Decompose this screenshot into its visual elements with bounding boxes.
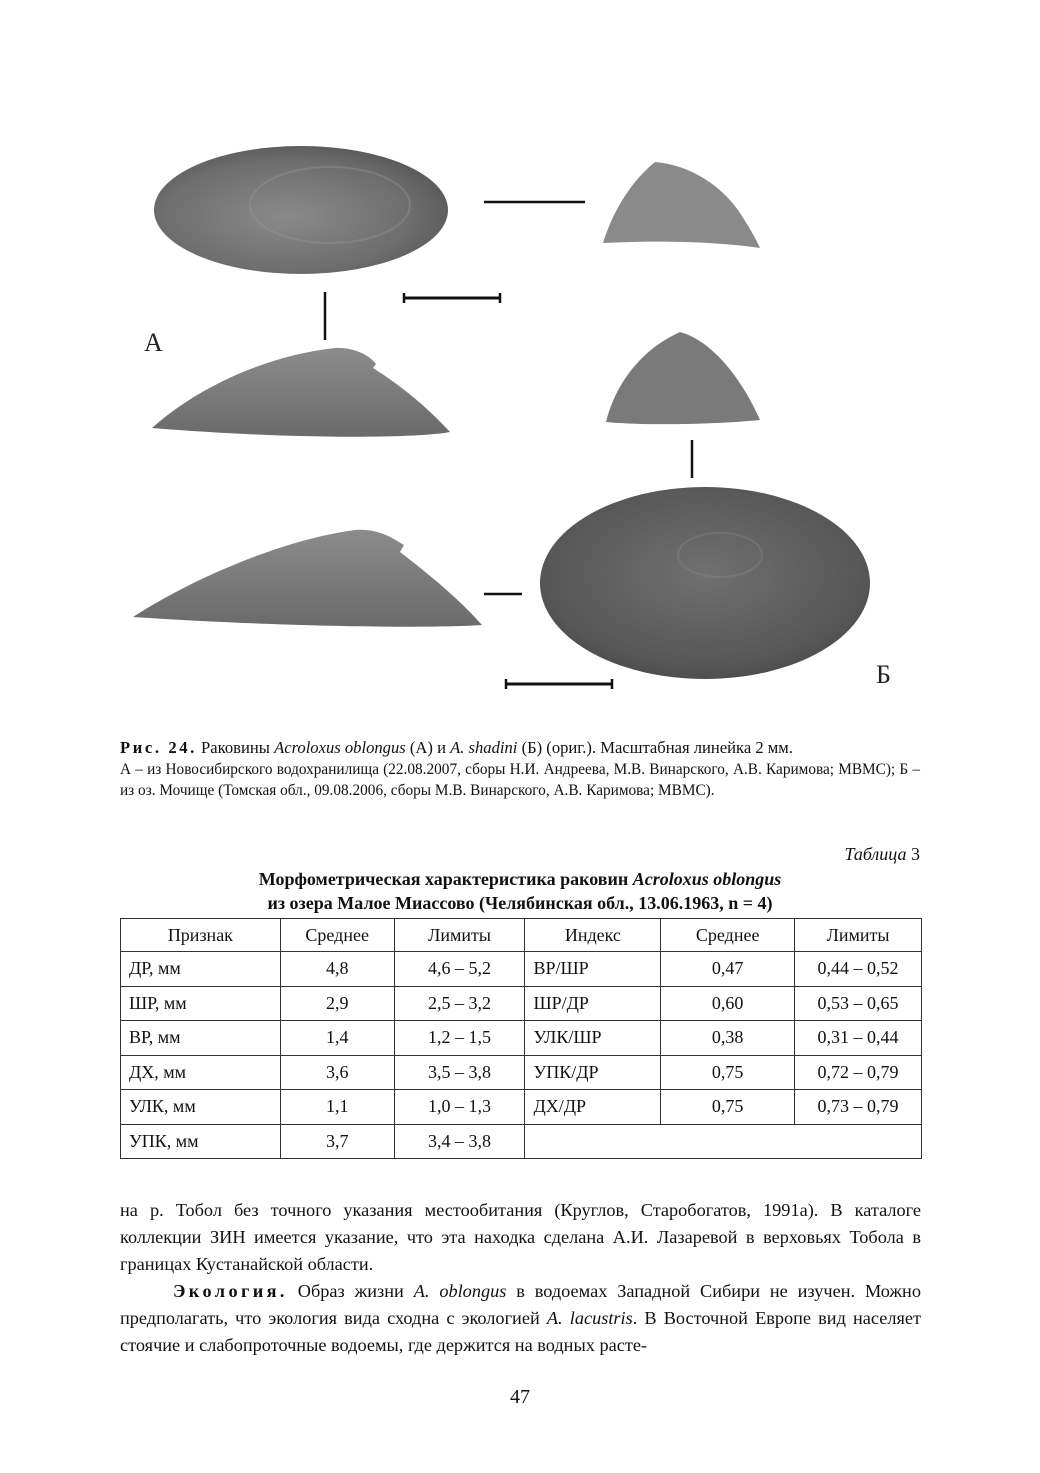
table-row — [121, 1021, 922, 1056]
table-title-species: Acroloxus oblongus — [632, 869, 782, 889]
figure — [0, 0, 1040, 720]
table-row — [121, 1055, 922, 1090]
table-label-word: Таблица — [844, 844, 907, 864]
shell-a-top-view — [154, 146, 448, 274]
table-cell: 4,8 — [280, 952, 394, 987]
table-header-cell: Лимиты — [394, 919, 525, 952]
species-name: A. lacustris — [546, 1308, 633, 1328]
table-header-cell: Среднее — [661, 919, 795, 952]
table-row — [121, 1090, 922, 1125]
table-empty-cell — [525, 1124, 922, 1159]
table-cell: УЛК, мм — [121, 1090, 281, 1125]
table-header-cell: Лимиты — [795, 919, 922, 952]
table-title-text: Морфометрическая характеристика раковин — [258, 869, 633, 889]
table-cell: 0,31 – 0,44 — [795, 1021, 922, 1056]
figure-caption — [120, 737, 920, 801]
table-cell: 2,5 – 3,2 — [394, 986, 525, 1021]
scale-bar-a — [404, 293, 500, 303]
shell-b-side-view-2 — [606, 332, 760, 424]
table-cell: 0,60 — [661, 986, 795, 1021]
table-cell: 0,53 – 0,65 — [795, 986, 922, 1021]
paragraph: на р. Тобол без точного указания местообитания (Круглов, Старобогатов, 1991а). В каталоге коллекции ЗИН имеется указание, что эта находка сделана А.И. Лазаревой в верховьях Тобола в границах Кустанайской области. — [120, 1200, 921, 1274]
table-cell: 0,38 — [661, 1021, 795, 1056]
caption-text: Раковины — [196, 738, 275, 757]
table-title-line-1 — [120, 867, 920, 891]
table-cell: 1,1 — [280, 1090, 394, 1125]
caption-text: (А) и — [405, 738, 451, 757]
table-cell: ШР/ДР — [525, 986, 661, 1021]
table-title — [120, 867, 920, 915]
table-cell: 0,75 — [661, 1090, 795, 1125]
table-title-line-2: из озера Малое Миассово (Челябинская обл., 13.06.1963, n = 4) — [267, 893, 773, 913]
caption-species: A. shadini — [450, 738, 518, 757]
table-cell: 0,72 – 0,79 — [795, 1055, 922, 1090]
shell-b-side-view-1 — [603, 162, 760, 248]
table-cell: ВР/ШР — [525, 952, 661, 987]
table-row — [121, 1124, 922, 1159]
caption-line — [120, 737, 920, 759]
figure-label-b: Б — [876, 660, 891, 689]
table-header-cell: Индекс — [525, 919, 661, 952]
figure-number: Рис. 24. — [120, 738, 197, 757]
caption-text: (Б) (ориг.). Масштабная линейка 2 мм. — [517, 738, 793, 757]
table-cell: 0,73 – 0,79 — [795, 1090, 922, 1125]
table-row — [121, 952, 922, 987]
shell-figure-svg — [0, 0, 1040, 720]
table-cell: 4,6 – 5,2 — [394, 952, 525, 987]
morphometry-table — [120, 918, 922, 1159]
paragraph-text: . В Восточной Европе вид населяет стоячие и слабопроточные водоемы, где держится на водных расте- — [120, 1308, 921, 1355]
species-name: A. oblongus — [413, 1281, 507, 1301]
table-label-number: 3 — [906, 844, 920, 864]
table-cell: 1,2 – 1,5 — [394, 1021, 525, 1056]
shell-a-side-view-1 — [152, 348, 450, 437]
shell-b-top-view — [540, 487, 870, 679]
table-cell: 1,4 — [280, 1021, 394, 1056]
body-text — [120, 1197, 921, 1359]
table-cell: ШР, мм — [121, 986, 281, 1021]
table-cell: УЛК/ШР — [525, 1021, 661, 1056]
table-header-cell: Признак — [121, 919, 281, 952]
caption-species: Acroloxus oblongus — [274, 738, 406, 757]
paragraph — [120, 1278, 921, 1359]
caption-details: А – из Новосибирского водохранилища (22.08.2007, сборы Н.И. Андреева, М.В. Винарского, А.В. Каримова; МВМС); Б – из оз. Мочище (Томская обл., 09.08.2006, сборы М.В. Винарского, А.В. Каримова; МВМС). — [120, 761, 920, 799]
table-cell: ВР, мм — [121, 1021, 281, 1056]
table-cell: ДХ, мм — [121, 1055, 281, 1090]
page-number: 47 — [510, 1386, 530, 1408]
table-cell: 1,0 – 1,3 — [394, 1090, 525, 1125]
table-row — [121, 986, 922, 1021]
table-cell: УПК, мм — [121, 1124, 281, 1159]
table-cell: 3,5 – 3,8 — [394, 1055, 525, 1090]
table-cell: ДР, мм — [121, 952, 281, 987]
table-cell: 2,9 — [280, 986, 394, 1021]
figure-label-a: А — [144, 328, 163, 357]
table-cell: 3,7 — [280, 1124, 394, 1159]
section-heading-ecology: Экология. — [173, 1281, 288, 1301]
table-header-row — [121, 919, 922, 952]
table-label — [844, 844, 920, 865]
table-cell: 3,4 – 3,8 — [394, 1124, 525, 1159]
table-header-cell: Среднее — [280, 919, 394, 952]
table-cell: ДХ/ДР — [525, 1090, 661, 1125]
table-cell: 0,75 — [661, 1055, 795, 1090]
paragraph-text: Образ жизни — [287, 1281, 414, 1301]
scale-bar-b — [506, 679, 612, 689]
table-cell: 0,47 — [661, 952, 795, 987]
table-cell: УПК/ДР — [525, 1055, 661, 1090]
shell-a-side-view-2 — [133, 530, 482, 627]
table-cell: 3,6 — [280, 1055, 394, 1090]
paragraph-text: в водоемах Западной Сибири не изучен. Можно предполагать, что экология вида сходна с экологией — [120, 1281, 921, 1328]
table-cell: 0,44 – 0,52 — [795, 952, 922, 987]
